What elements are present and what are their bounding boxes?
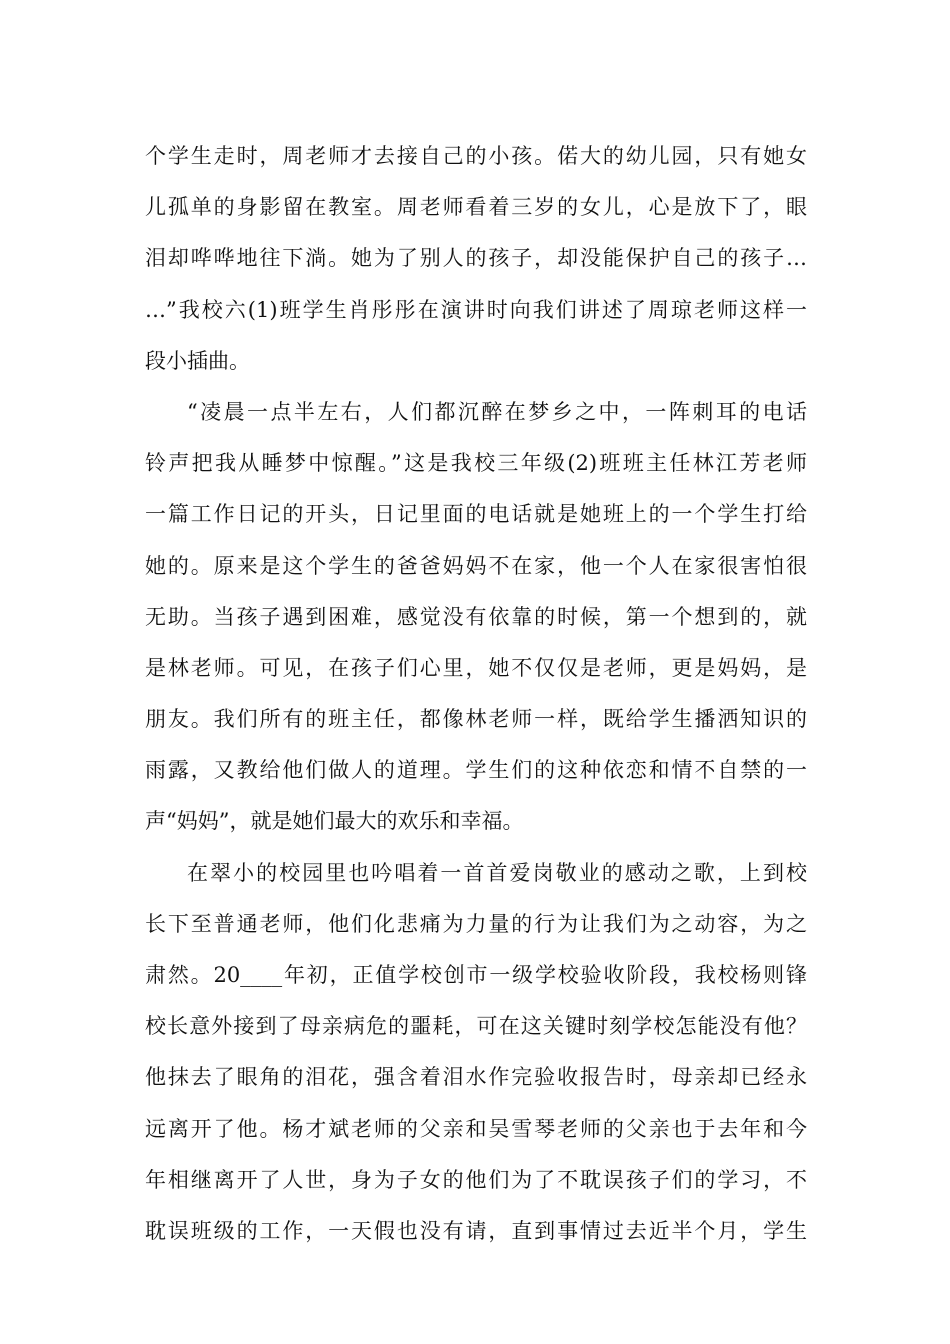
text-line: 个学生走时，周老师才去接自己的小孩。偌大的幼儿园，只有她女 — [145, 144, 807, 168]
text-line: 肃然。20____年初，正值学校创市一级学校验收阶段，我校杨则锋 — [145, 963, 807, 987]
document-page — [145, 131, 807, 1257]
text-line: 泪却哗哗地往下淌。她为了别人的孩子，却没能保护自己的孩子… — [145, 246, 807, 271]
text-line: 校长意外接到了母亲病危的噩耗，可在这关键时刻学校怎能没有他？ — [145, 1014, 807, 1039]
text-line: 声“妈妈”，就是她们最大的欢乐和幸福。 — [145, 809, 524, 834]
text-line: 是林老师。可见，在孩子们心里，她不仅仅是老师，更是妈妈，是 — [145, 655, 807, 680]
text-line: 朋友。我们所有的班主任，都像林老师一样，既给学生播洒知识的 — [145, 707, 807, 732]
text-line: 铃声把我从睡梦中惊醒。”这是我校三年级(2)班班主任林江芳老师 — [145, 451, 807, 476]
paragraph-first-line: 在翠小的校园里也吟唱着一首首爱岗敬业的感动之歌，上到校 — [187, 860, 807, 885]
text-line: 他抹去了眼角的泪花，强含着泪水作完验收报告时，母亲却已经永 — [145, 1065, 807, 1090]
text-line: 她的。原来是这个学生的爸爸妈妈不在家，他一个人在家很害怕很 — [145, 553, 807, 578]
text-line: 长下至普通老师，他们化悲痛为力量的行为让我们为之动容，为之 — [145, 911, 807, 936]
paragraph-first-line: “凌晨一点半左右，人们都沉醉在梦乡之中，一阵刺耳的电话 — [187, 399, 807, 424]
text-line: 儿孤单的身影留在教室。周老师看着三岁的女儿，心是放下了，眼 — [145, 195, 807, 220]
text-line: 年相继离开了人世，身为子女的他们为了不耽误孩子们的学习，不 — [145, 1167, 807, 1192]
text-line: 雨露，又教给他们做人的道理。学生们的这种依恋和情不自禁的一 — [145, 758, 807, 783]
text-line: 耽误班级的工作，一天假也没有请，直到事情过去近半个月，学生 — [145, 1218, 807, 1243]
text-line: 一篇工作日记的开头，日记里面的电话就是她班上的一个学生打给 — [145, 502, 807, 527]
text-line: 无助。当孩子遇到困难，感觉没有依靠的时候，第一个想到的，就 — [145, 604, 807, 629]
text-line: …”我校六(1)班学生肖彤彤在演讲时向我们讲述了周琼老师这样一 — [145, 297, 807, 322]
text-line: 远离开了他。杨才斌老师的父亲和吴雪琴老师的父亲也于去年和今 — [145, 1116, 807, 1141]
text-line: 段小插曲。 — [145, 348, 250, 373]
